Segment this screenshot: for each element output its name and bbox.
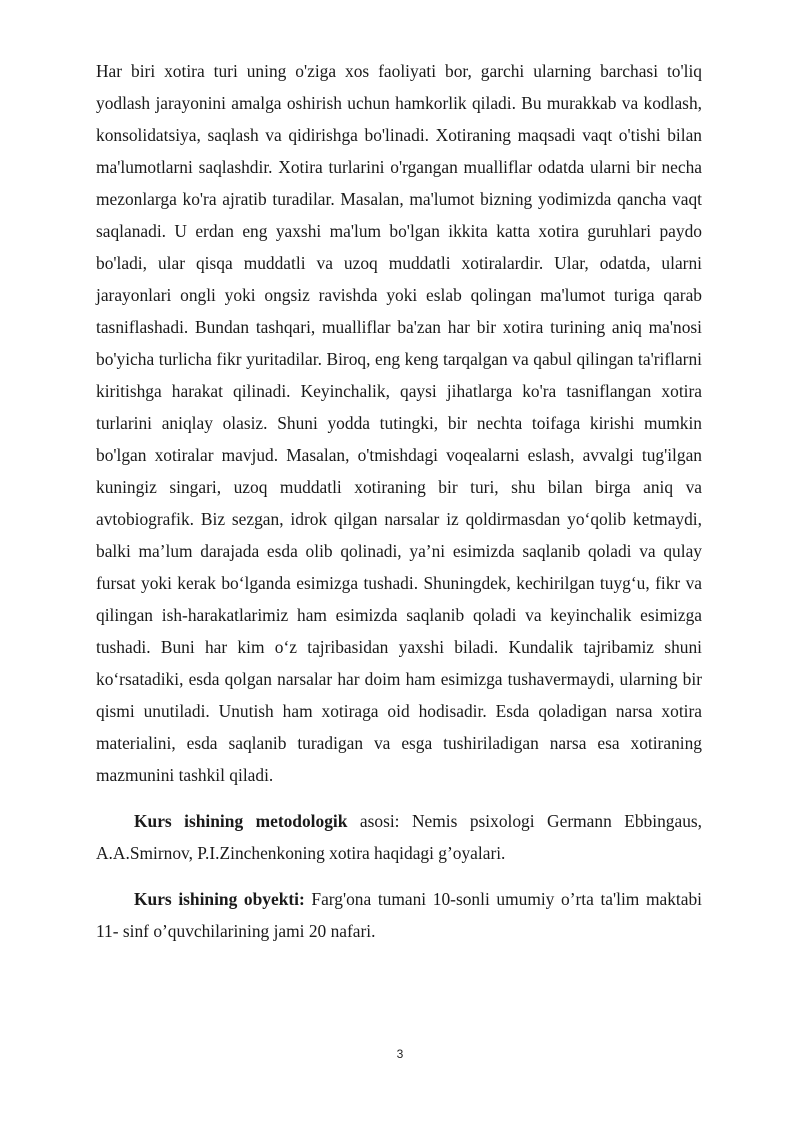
methodology-heading: Kurs ishining metodologik bbox=[134, 811, 348, 831]
object-text: Farg'ona tumani 10-sonli umumiy o’rta ta'lim maktabi 11- sinf o’quvchilarining jami 20 nafari. bbox=[96, 889, 702, 941]
object-paragraph bbox=[96, 883, 702, 947]
methodology-paragraph bbox=[96, 805, 702, 869]
page-number: 3 bbox=[396, 1047, 404, 1061]
document-page bbox=[96, 55, 702, 947]
methodology-text: asosi: Nemis psixologi Germann Ebbingaus, A.A.Smirnov, P.I.Zinchenkoning xotira haqidagi g’oyalari. bbox=[96, 811, 703, 863]
object-heading: Kurs ishining obyekti: bbox=[134, 889, 305, 909]
body-paragraph: Har biri xotira turi uning o'ziga xos faoliyati bor, garchi ularning barchasi to'liq yodlash jarayonini amalga oshirish uchun hamkorlik qiladi. Bu murakkab va kodlash, konsolidatsiya, saqlash va qidirishga bo'linadi. Xotiraning maqsadi vaqt o'tishi bilan ma'lumotlarni saqlashdir. Xotira turlarini o'rgangan mualliflar odatda ularni bir necha mezonlarga ko'ra ajratib turadilar. Masalan, ma'lumot bizning yodimizda qancha vaqt saqlanadi. U erdan eng yaxshi ma'lum bo'lgan ikkita katta xotira guruhlari paydo bo'ladi, ular qisqa muddatli va uzoq muddatli xotiralardir. Ular, odatda, ularni jarayonlari ongli yoki ongsiz ravishda yoki eslab qolingan ma'lumot turiga qarab tasniflashadi. Bundan tashqari, mualliflar ba'zan har bir xotira turining aniq ma'nosi bo'yicha turlicha fikr yuritadilar. Biroq, eng keng tarqalgan va qabul qilingan ta'riflarni kiritishga harakat qilinadi. Keyinchalik, qaysi jihatlarga ko'ra tasniflangan xotira turlarini aniqlay olasiz. Shuni yodda tutingki, bir nechta toifaga kirishi mumkin bo'lgan xotiralar mavjud. Masalan, o'tmishdagi voqealarni eslash, avvalgi tug'ilgan kuningiz singari, uzoq muddatli xotiraning bir turi, shu bilan birga aniq va avtobiografik. Biz sezgan, idrok qilgan narsalar iz qoldirmasdan yo‘qolib ketmaydi, balki ma’lum darajada esda olib qolinadi, ya’ni esimizda saqlanib qoladi va qulay fursat yoki kerak bo‘lganda esimizga tushadi. Shuningdek, kechirilgan tuyg‘u, fikr va qilingan ish-harakatlarimiz ham esimizda saqlanib qoladi va keyinchalik esimizga tushadi. Buni har kim o‘z tajribasidan yaxshi biladi. Kundalik tajribamiz shuni ko‘rsatadiki, esda qolgan narsalar har doim ham esimizga tushavermaydi, ularning bir qismi unutiladi. Unutish ham xotiraga oid hodisadir. Esda qoladigan narsa xotira materialini, esda saqlanib turadigan va esga tushiriladigan narsa esa xotiraning mazmunini tashkil qiladi. bbox=[96, 61, 702, 785]
